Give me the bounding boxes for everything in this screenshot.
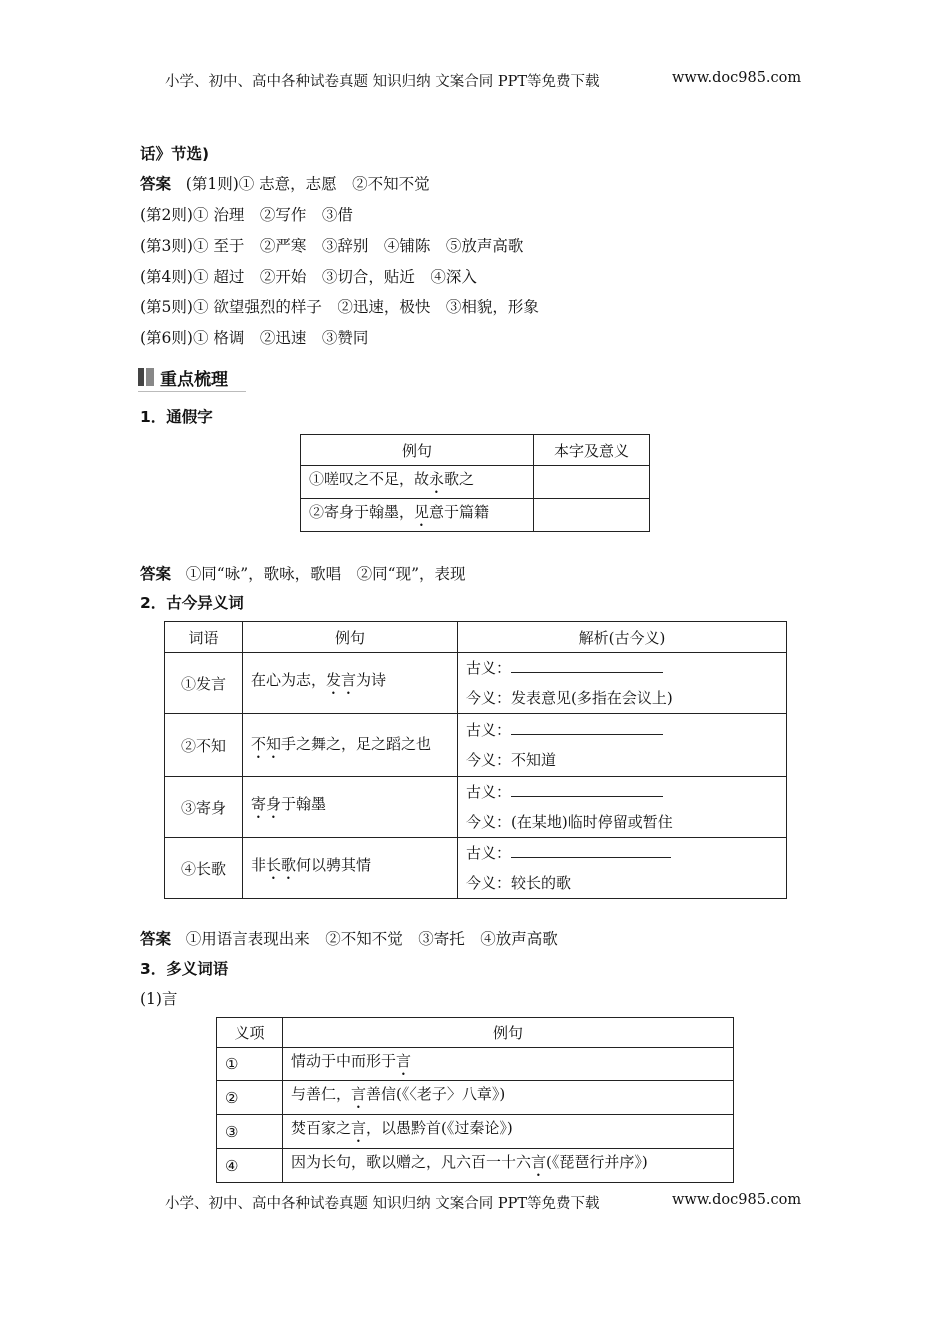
intro-answer-line-6: (第6则)① 格调 ②迅速 ③赞同 — [140, 329, 369, 347]
table-row — [217, 1081, 734, 1115]
page-footer-url: www.doc985.com — [672, 1192, 802, 1208]
analysis-cell: 古义： 今义：不知道 — [458, 714, 787, 777]
s1-title: 1．通假字 — [140, 408, 213, 426]
num-cell: ① — [217, 1048, 283, 1081]
intro-answer-line-4: (第4则)① 超过 ②开始 ③切合，贴近 ④深入 — [140, 268, 477, 286]
example-cell: 情动于中而形于言 — [283, 1048, 734, 1081]
table-row — [301, 499, 650, 532]
answer-blank — [511, 843, 671, 858]
intro-answer-line-2: (第2则)① 治理 ②写作 ③借 — [140, 206, 353, 224]
tongjia-table — [300, 434, 650, 532]
gujin-table — [164, 621, 787, 899]
table-header: 本字及意义 — [534, 435, 650, 466]
word-cell: ③寄身 — [165, 777, 243, 838]
table-row — [165, 777, 787, 838]
example-cell: 寄身于翰墨 — [243, 777, 458, 838]
table-header: 例句 — [301, 435, 534, 466]
table-header: 义项 — [217, 1018, 283, 1048]
analysis-cell: 古义： 今义：(在某地)临时停留或暂住 — [458, 777, 787, 838]
answer-blank — [511, 782, 663, 797]
example-cell: ①嗟叹之不足，故永歌之 — [301, 466, 534, 499]
num-cell: ③ — [217, 1115, 283, 1149]
s3-title: 3．多义词语 — [140, 960, 229, 978]
table-header: 例句 — [283, 1018, 734, 1048]
section-title: 重点梳理 — [160, 369, 228, 390]
continuation-text: 话》节选) — [140, 145, 210, 163]
heading-bar-icon — [138, 368, 144, 386]
answer-cell — [534, 466, 650, 499]
answer-blank — [511, 720, 663, 735]
section-heading — [138, 364, 246, 390]
table-header: 词语 — [165, 622, 243, 653]
intro-answer-line-1 — [140, 174, 430, 194]
page-header-text: 小学、初中、高中各种试卷真题 知识归纳 文案合同 PPT等免费下载 — [165, 74, 600, 90]
example-cell: 非长歌何以骋其情 — [243, 838, 458, 899]
example-cell: 焚百家之言，以愚黔首(《过秦论》) — [283, 1115, 734, 1149]
word-cell: ②不知 — [165, 714, 243, 777]
s1-answer: 答案 ①同“咏”，歌咏，歌唱 ②同“现”，表现 — [140, 565, 466, 583]
num-cell: ④ — [217, 1149, 283, 1183]
table-row — [301, 466, 650, 499]
heading-underline — [138, 391, 246, 392]
example-cell: 因为长句，歌以赠之，凡六百一十六言(《琵琶行并序》) — [283, 1149, 734, 1183]
table-header: 例句 — [243, 622, 458, 653]
example-cell: 不知手之舞之，足之蹈之也 — [243, 714, 458, 777]
table-row — [217, 1149, 734, 1183]
page-footer-text: 小学、初中、高中各种试卷真题 知识归纳 文案合同 PPT等免费下载 — [165, 1196, 600, 1212]
table-header: 解析(古今义) — [458, 622, 787, 653]
intro-answer-line-5: (第5则)① 欲望强烈的样子 ②迅速，极快 ③相貌，形象 — [140, 298, 539, 316]
table-row — [165, 714, 787, 777]
num-cell: ② — [217, 1081, 283, 1115]
answer-cell — [534, 499, 650, 532]
answer-blank — [511, 658, 663, 673]
word-cell: ④长歌 — [165, 838, 243, 899]
s3-subtitle: (1)言 — [140, 990, 178, 1008]
word-cell: ①发言 — [165, 653, 243, 714]
page-header-url: www.doc985.com — [672, 70, 802, 86]
answer-text: (第1则)① 志意，志愿 ②不知不觉 — [185, 175, 430, 193]
example-cell: ②寄身于翰墨，见意于篇籍 — [301, 499, 534, 532]
s2-answer: 答案 ①用语言表现出来 ②不知不觉 ③寄托 ④放声高歌 — [140, 930, 558, 948]
answer-label: 答案 — [140, 175, 172, 193]
table-row — [217, 1048, 734, 1081]
example-cell: 与善仁，言善信(《〈老子〉八章》) — [283, 1081, 734, 1115]
heading-bar-icon — [146, 368, 154, 386]
table-row — [217, 1115, 734, 1149]
table-row — [165, 653, 787, 714]
s2-title: 2．古今异义词 — [140, 594, 244, 612]
intro-answer-line-3: (第3则)① 至于 ②严寒 ③辞别 ④铺陈 ⑤放声高歌 — [140, 237, 524, 255]
example-cell: 在心为志，发言为诗 — [243, 653, 458, 714]
analysis-cell: 古义： 今义：发表意见(多指在会议上) — [458, 653, 787, 714]
duoyi-table — [216, 1017, 734, 1183]
table-row — [165, 838, 787, 899]
analysis-cell: 古义： 今义：较长的歌 — [458, 838, 787, 899]
